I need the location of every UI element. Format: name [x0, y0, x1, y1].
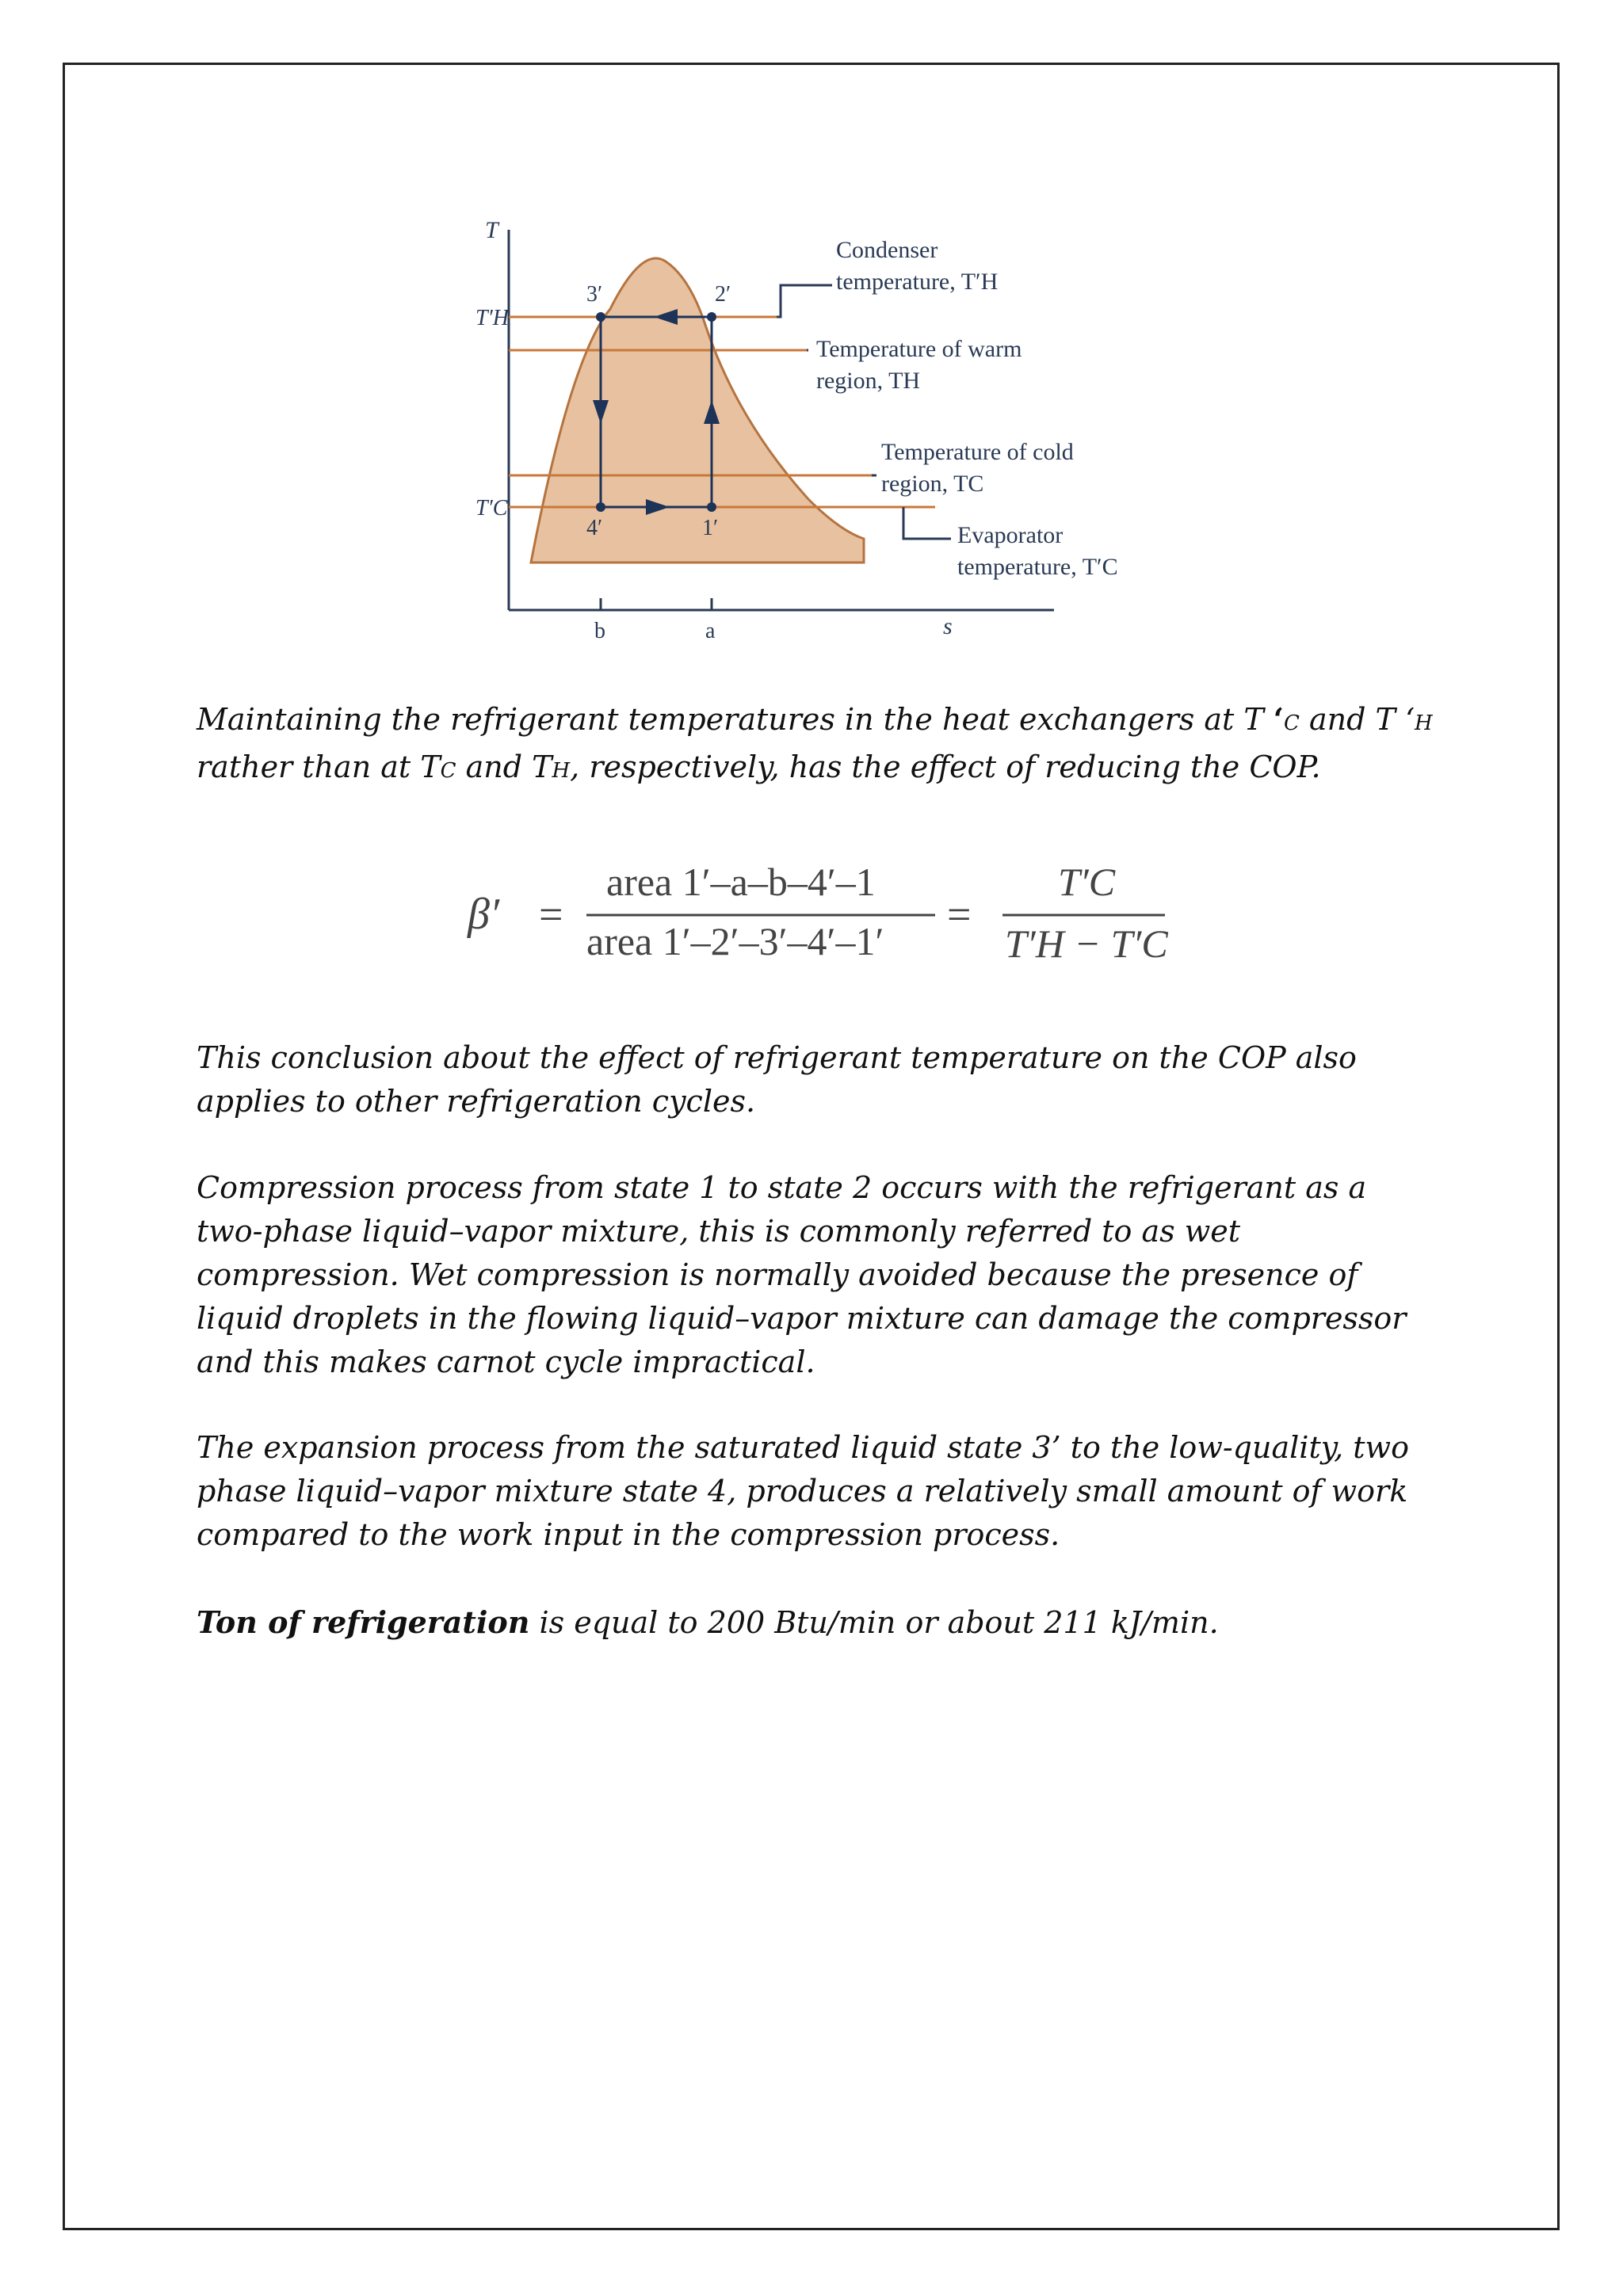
cop-formula	[460, 840, 1173, 982]
state-label-3p: 3′	[586, 282, 603, 307]
para1-line2-c: , respectively, has the effect of reducing the COP.	[570, 749, 1321, 784]
state-point-4p	[596, 502, 605, 512]
formula-den2: T′H − T′C	[1005, 921, 1168, 966]
state-point-1p	[707, 502, 716, 512]
cold-label-2: region, TC	[881, 471, 984, 497]
state-label-2p: 2′	[715, 282, 731, 307]
formula-eq2: =	[947, 891, 972, 938]
condenser-label-2: temperature, T′H	[836, 269, 999, 295]
para1-text-b: and T ‘	[1299, 702, 1415, 737]
para1-line2-b: and T	[456, 749, 552, 784]
para1-sub-c: C	[1284, 711, 1300, 735]
para1-sub-th: H	[552, 759, 571, 783]
state-point-2p	[707, 312, 716, 322]
state-label-4p: 4′	[586, 516, 603, 540]
paragraph-refrigerant-temps	[197, 697, 1433, 793]
condenser-leader	[777, 285, 832, 317]
formula-den1: area 1′–2′–3′–4′–1′	[586, 919, 884, 963]
formula-lhs: β′	[468, 890, 500, 939]
paragraph-conclusion: This conclusion about the effect of refrigerant temperature on the COP also applies to other refrigeration cycles.	[197, 1040, 1357, 1119]
ts-diagram	[475, 198, 1157, 658]
condenser-label-1: Condenser	[836, 237, 938, 263]
evaporator-label-2: temperature, T′C	[957, 554, 1118, 580]
formula-eq1: =	[539, 891, 563, 938]
ton-term: Ton of refrigeration	[197, 1604, 530, 1640]
tick-label-a: a	[705, 619, 716, 643]
ton-definition: is equal to 200 Btu/min or about 211 kJ/min.	[529, 1605, 1219, 1640]
tick-label-th: T′H	[475, 306, 509, 330]
evaporator-leader	[903, 507, 951, 539]
para1-line2-a: rather than at T	[197, 749, 441, 784]
vapor-dome	[531, 258, 864, 563]
axis-label-s: s	[943, 613, 953, 639]
para1-text-a: Maintaining the refrigerant temperatures in the heat exchangers at T	[197, 702, 1274, 737]
paragraph-expansion: The expansion process from the saturated liquid state 3’ to the low-quality, two phase liquid–vapor mixture state 4, produces a relatively small amount of work compared to the work input in the compression process.	[197, 1430, 1409, 1552]
para1-sub-tc: C	[440, 759, 456, 783]
formula-num1: area 1′–a–b–4′–1	[606, 860, 876, 904]
tick-label-b: b	[594, 619, 605, 643]
paragraph-wet-compression: Compression process from state 1 to state 2 occurs with the refrigerant as a two-phase liquid–vapor mixture, this is commonly referred to as wet compression. Wet compression is normally avoided because the presence of liquid droplets in the flowing liquid–vapor mixture can damage the compressor and this makes carnot cycle impractical.	[197, 1170, 1407, 1379]
paragraph-ton-of-refrigeration	[197, 1600, 1433, 1645]
state-point-3p	[596, 312, 605, 322]
tick-label-tc: T′C	[475, 496, 508, 521]
para1-sub-h: H	[1415, 711, 1433, 735]
state-label-1p: 1′	[702, 516, 719, 540]
axis-label-t: T	[485, 217, 498, 243]
evaporator-label-1: Evaporator	[957, 522, 1064, 548]
warm-label-2: region, TH	[816, 368, 921, 394]
cold-label-1: Temperature of cold	[881, 439, 1074, 465]
formula-num2: T′C	[1058, 860, 1116, 904]
warm-label-1: Temperature of warm	[816, 336, 1022, 362]
para1-quote: ‘	[1273, 701, 1284, 737]
